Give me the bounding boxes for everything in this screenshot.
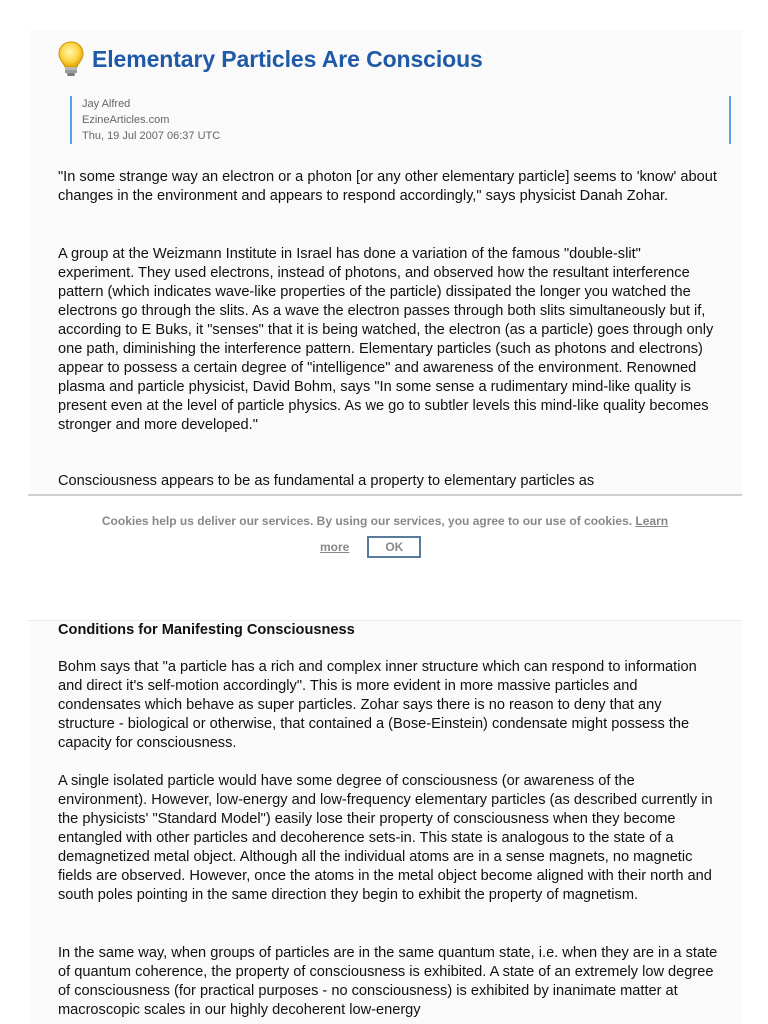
paragraph: A single isolated particle would have some degree of consciousness (or awareness of the environment). However, low-energy and low-frequency elementary particles (as described currently in the physicists' "Standard Model") easily lose their property of consciousness when they become entangled with other particles and decoherence sets-in. This state is analogous to the state of a demagnetized metal object. Although all the individual atoms are in a sense magnets, no magnetic fields are observed. However, once the atoms in the metal object become aligned with their north and south poles pointing in the same direction they begin to exhibit the property of magnetism. [58,773,713,903]
article-body-top [58,472,718,491]
section-body [58,658,718,753]
learn-more-link-cont[interactable]: more [320,540,350,554]
paragraph: "In some strange way an electron or a photon [or any other elementary particle] seems to 'know' about changes in the environment and appears to respond accordingly," says physicist Danah Zohar. [58,169,717,204]
author-name: Jay Alfred [82,98,131,110]
article-header [58,40,483,78]
article-body-top [58,245,718,435]
paragraph: In the same way, when groups of particles are in the same quantum state, i.e. when they are in a state of quantum coherence, the property of consciousness is exhibited. A state of an extremely low degree of consciousness (for practical purposes - no consciousness) is exhibited by inanimate matter at macroscopic scales in our highly decoherent low-energy [58,945,718,1018]
section-heading: Conditions for Manifesting Consciousness [58,622,355,638]
section-body [58,944,718,1020]
cookie-message: Cookies help us deliver our services. By using our services, you agree to our use of cookies. [101,514,633,528]
learn-more-link[interactable]: Learn [635,514,669,528]
cookie-banner [28,494,742,571]
article-body-top [58,168,718,206]
article-meta [70,96,731,144]
paragraph: A group at the Weizmann Institute in Israel has done a variation of the famous "double-slit" experiment. They used electrons, instead of photons, and observed how the resultant interference pattern (which indicates wave-like properties of the particle) dissipated the longer you watched the electrons go through the slits. As a wave the electron passes through both slits simultaneously but if, according to E Buks, it "senses" that it is being watched, the electron (as a particle) goes through only one path, diminishing the interference pattern. Elementary particles (such as photons and electrons) appear to possess a certain degree of "intelligence" and awareness of the environment. Renowned plasma and particle physicist, David Bohm, says "In some sense a rudimentary mind-like quality is present even at the level of particle physics. As we go to subtler levels this mind-like quality becomes stronger and more developed." [58,246,714,433]
ad-spacer [28,568,742,621]
cookie-actions [320,536,421,558]
section-body [58,772,718,905]
cookie-message-row [28,514,742,528]
lightbulb-icon [58,40,84,78]
publish-date: Thu, 19 Jul 2007 06:37 UTC [82,130,221,142]
article-title: Elementary Particles Are Conscious [92,45,483,72]
paragraph: Consciousness appears to be as fundamental a property to elementary particles as [58,473,595,489]
article-source: EzineArticles.com [82,114,170,126]
cookie-ok-button[interactable]: OK [367,536,421,558]
paragraph: Bohm says that "a particle has a rich and complex inner structure which can respond to information and direct it's self-motion accordingly". This is more evident in more massive particles and condensates which behave as super particles. Zohar says there is no reason to deny that any structure - biological or otherwise, that contained a (Bose-Einstein) condensate might possess the capacity for consciousness. [58,659,697,751]
